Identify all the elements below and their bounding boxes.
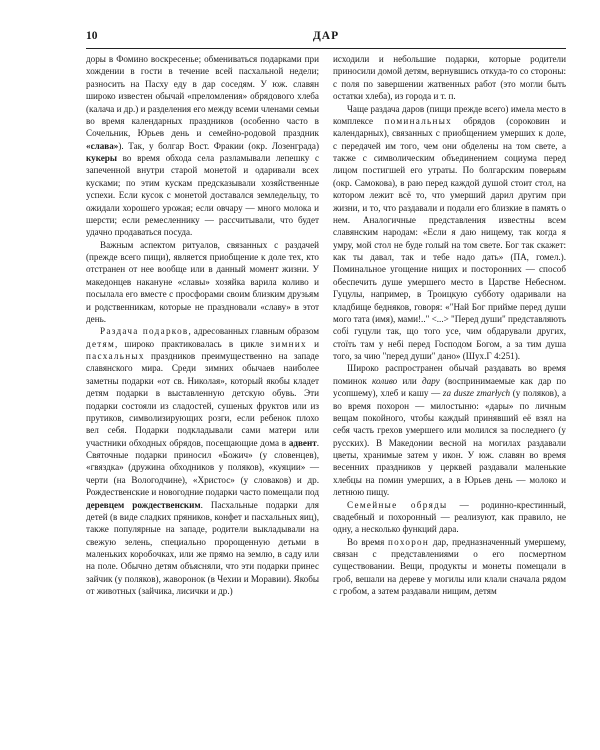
text-run: (воспринимаемые как дар по усопшему), хлеб и кашу — [333,375,567,399]
italic-term: дару [422,375,440,386]
text-run: , широко практиковалась в цикле [115,338,271,349]
spaced-term: похорон [388,536,430,547]
paragraph [333,536,566,598]
paragraph [333,103,566,363]
italic-term: коливо [372,375,398,386]
spaced-term: Семейные обряды [347,499,448,510]
running-title: ДАР [312,30,340,42]
text-run: Широко распространен обычай раздавать во время поминок [333,363,566,386]
spaced-term: поминальных [384,115,452,126]
left-column [86,53,319,598]
spaced-term: Раздача подарков [100,326,189,337]
text-run: Во время [347,536,388,547]
text-run: Чаще раздача даров (пищи прежде всего) имела место в комплексе [333,103,566,126]
paragraph [333,499,566,536]
paragraph [86,239,319,326]
paragraph [333,362,566,498]
bold-term: кукеры [86,153,117,163]
page-header [86,30,566,49]
text-run: (у поляков), а во время похорон — милостыню: «дары» по личным вещам покойного, чтобы каждый принявший её взял на себя часть грехов умершего или молился за последнего (у русских). В Македонии весной на могилах раздавали цветы, хранимые затем у икон. У юж. славян во время весенних праздников у церквей раздавали маленькие хлебцы на помин умерших, а в Юрьев день — молоко и летнюю пищу. [333,388,566,498]
text-run: доры в Фомино воскресенье; обмениваться подарками при хождении в гости в течение всей пасхальной недели; разносить на Пасху еду в дар соседям. У юж. славян широко известен обычай «преломления» обрядового хлеба (калача и др.) и разделения его между всеми членами семьи во время календарных праздников (особенно часто в Сочельник, Юрьев день и семейно-родовой праздник [86,54,319,139]
text-run: исходили и небольшие подарки, которые родители приносили домой детям, вернувшись откуда-то со стороны: с поля по завершении жатвенных работ (это могли быть остатки хлеба), из города и т. п. [333,54,566,102]
bold-term: адвент [288,437,317,448]
text-run: — родинно-крестинный, свадебный и похоронный — реализуют, как правило, не одну, а несколько функций дара. [333,499,567,535]
text-run: и [306,338,319,349]
text-run: обрядов (сороковин и календарных), связанных с приобщением умерших к доле, с передачей им того, чем они обделены на том свете, а также с символическим объединением социума перед лицом постигшей его утраты. По болгарским поверьям (окр. Самокова), в раю перед каждой душой стоит стол, на котором лежит всё то, что умерший дарил другим при жизни, и то, что раздавали и подали его близкие в память о нем. Аналогичные представления известны всем славянским народам: «Если я даю нищему, так когда я умру, мой стол не буде голый на том свете. Бог так скажет: как ты давал, так и тебе надо дать» (ПА, гомел.). Поминальное угощение нищих и посторонних — способ обеспечить душе умершего место в Царстве Небесном. Гуцулы, например, в Троицкую субботу одаривали на кладбище бедняков, говоря: «"Най Бог прийме перед души мого тата (имя), мами!.." <...> "Перед души" представляють собі гуцули так, що того усе, чим обдарували других, стоїть там у небі перед Господом Богом, а за тим душа того, за чию "перед души" дано» (Шух.Г 4:251). [333,115,566,361]
spaced-term: пасхальных [86,351,145,361]
text-run: , адресованных главным образом [188,326,319,337]
right-column [333,53,566,598]
page-number: 10 [86,30,98,42]
text-run: Важным аспектом ритуалов, связанных с раздачей (прежде всего пищи), является приобщение к доле тех, кто отстранен от нее вообще или в данный момент жизни. У македонцев накануне «славы» хозяйка варила коливо и посылала его вместе с просфорами своим близким друзьям и родственникам, которые не праздновали «славу» в этот день. [86,239,319,324]
paragraph [86,53,319,239]
spaced-term: зимних [270,338,307,349]
bold-term: «слава» [86,140,119,151]
paragraph [86,325,319,597]
text-run: праздников преимущественно на западе славянского мира. Среди зимних обычаев наиболее заметны подарки «от св. Николая», который якобы кладет детям подарки в выставленную детскую обувь. Эти подарки состояли из сладостей, сушеных фруктов или из прутиков, символизирующих розги, если ребенок плохо вел себя. Подарки подкладывали сами матери или участники обходных обрядов, посещающие дома в [86,351,319,448]
text-run: . Святочные подарки приносил «Божич» (у словенцев), «гвяздка» (дружина обходников у поляков), «куяции» — черти (на Вологодчине), «Христос» (у словаков) и др. Рождественские и новогодние подарки часто помещали под [86,437,319,498]
text-run: или [397,375,422,386]
text-run: во время обхода села разламывали лепешку с запеченной внутри старой монетой и одаривали всех кусками; по этим кускам предсказывали хозяйственные успехи. Если кусок с монетой доставался земледельцу, то ожидали хорошего урожая; если овчару — много молока и шерсти; если ремесленнику — рассчитывали, что будет удачно продаваться посуда. [86,153,319,238]
text-run: ). Так, у болгар Вост. Фракии (окр. Лозенграда) [118,140,319,151]
paragraph [333,53,566,103]
bold-term: деревцем рождественским [86,499,201,510]
text-run: . Пасхальные подарки для детей (в виде сладких пряников, конфет и пасхальных яиц), также популярные на западе, родители выкладывали на свежую зелень, специально пророщенную детьми в маленьких коробочках, или же прямо на землю, в саду или на поле. Обычно детям объясняли, что эти подарки принес зайчик (у поляков), жаворонок (в Чехии и Моравии). Якобы от животных (зайчика, лисички и др.) [86,499,319,597]
spaced-term: детям [86,338,116,349]
text-run: дар, предназначенный умершему, связан с представлениями о его посмертном существовании. Вещи, продукты и монеты помещали в гроб, вешали на дереве у могилы или клали сначала рядом с гробом, а затем раздавали нищим, детям [333,536,566,597]
italic-term: za dusze zmarłych [442,388,511,399]
